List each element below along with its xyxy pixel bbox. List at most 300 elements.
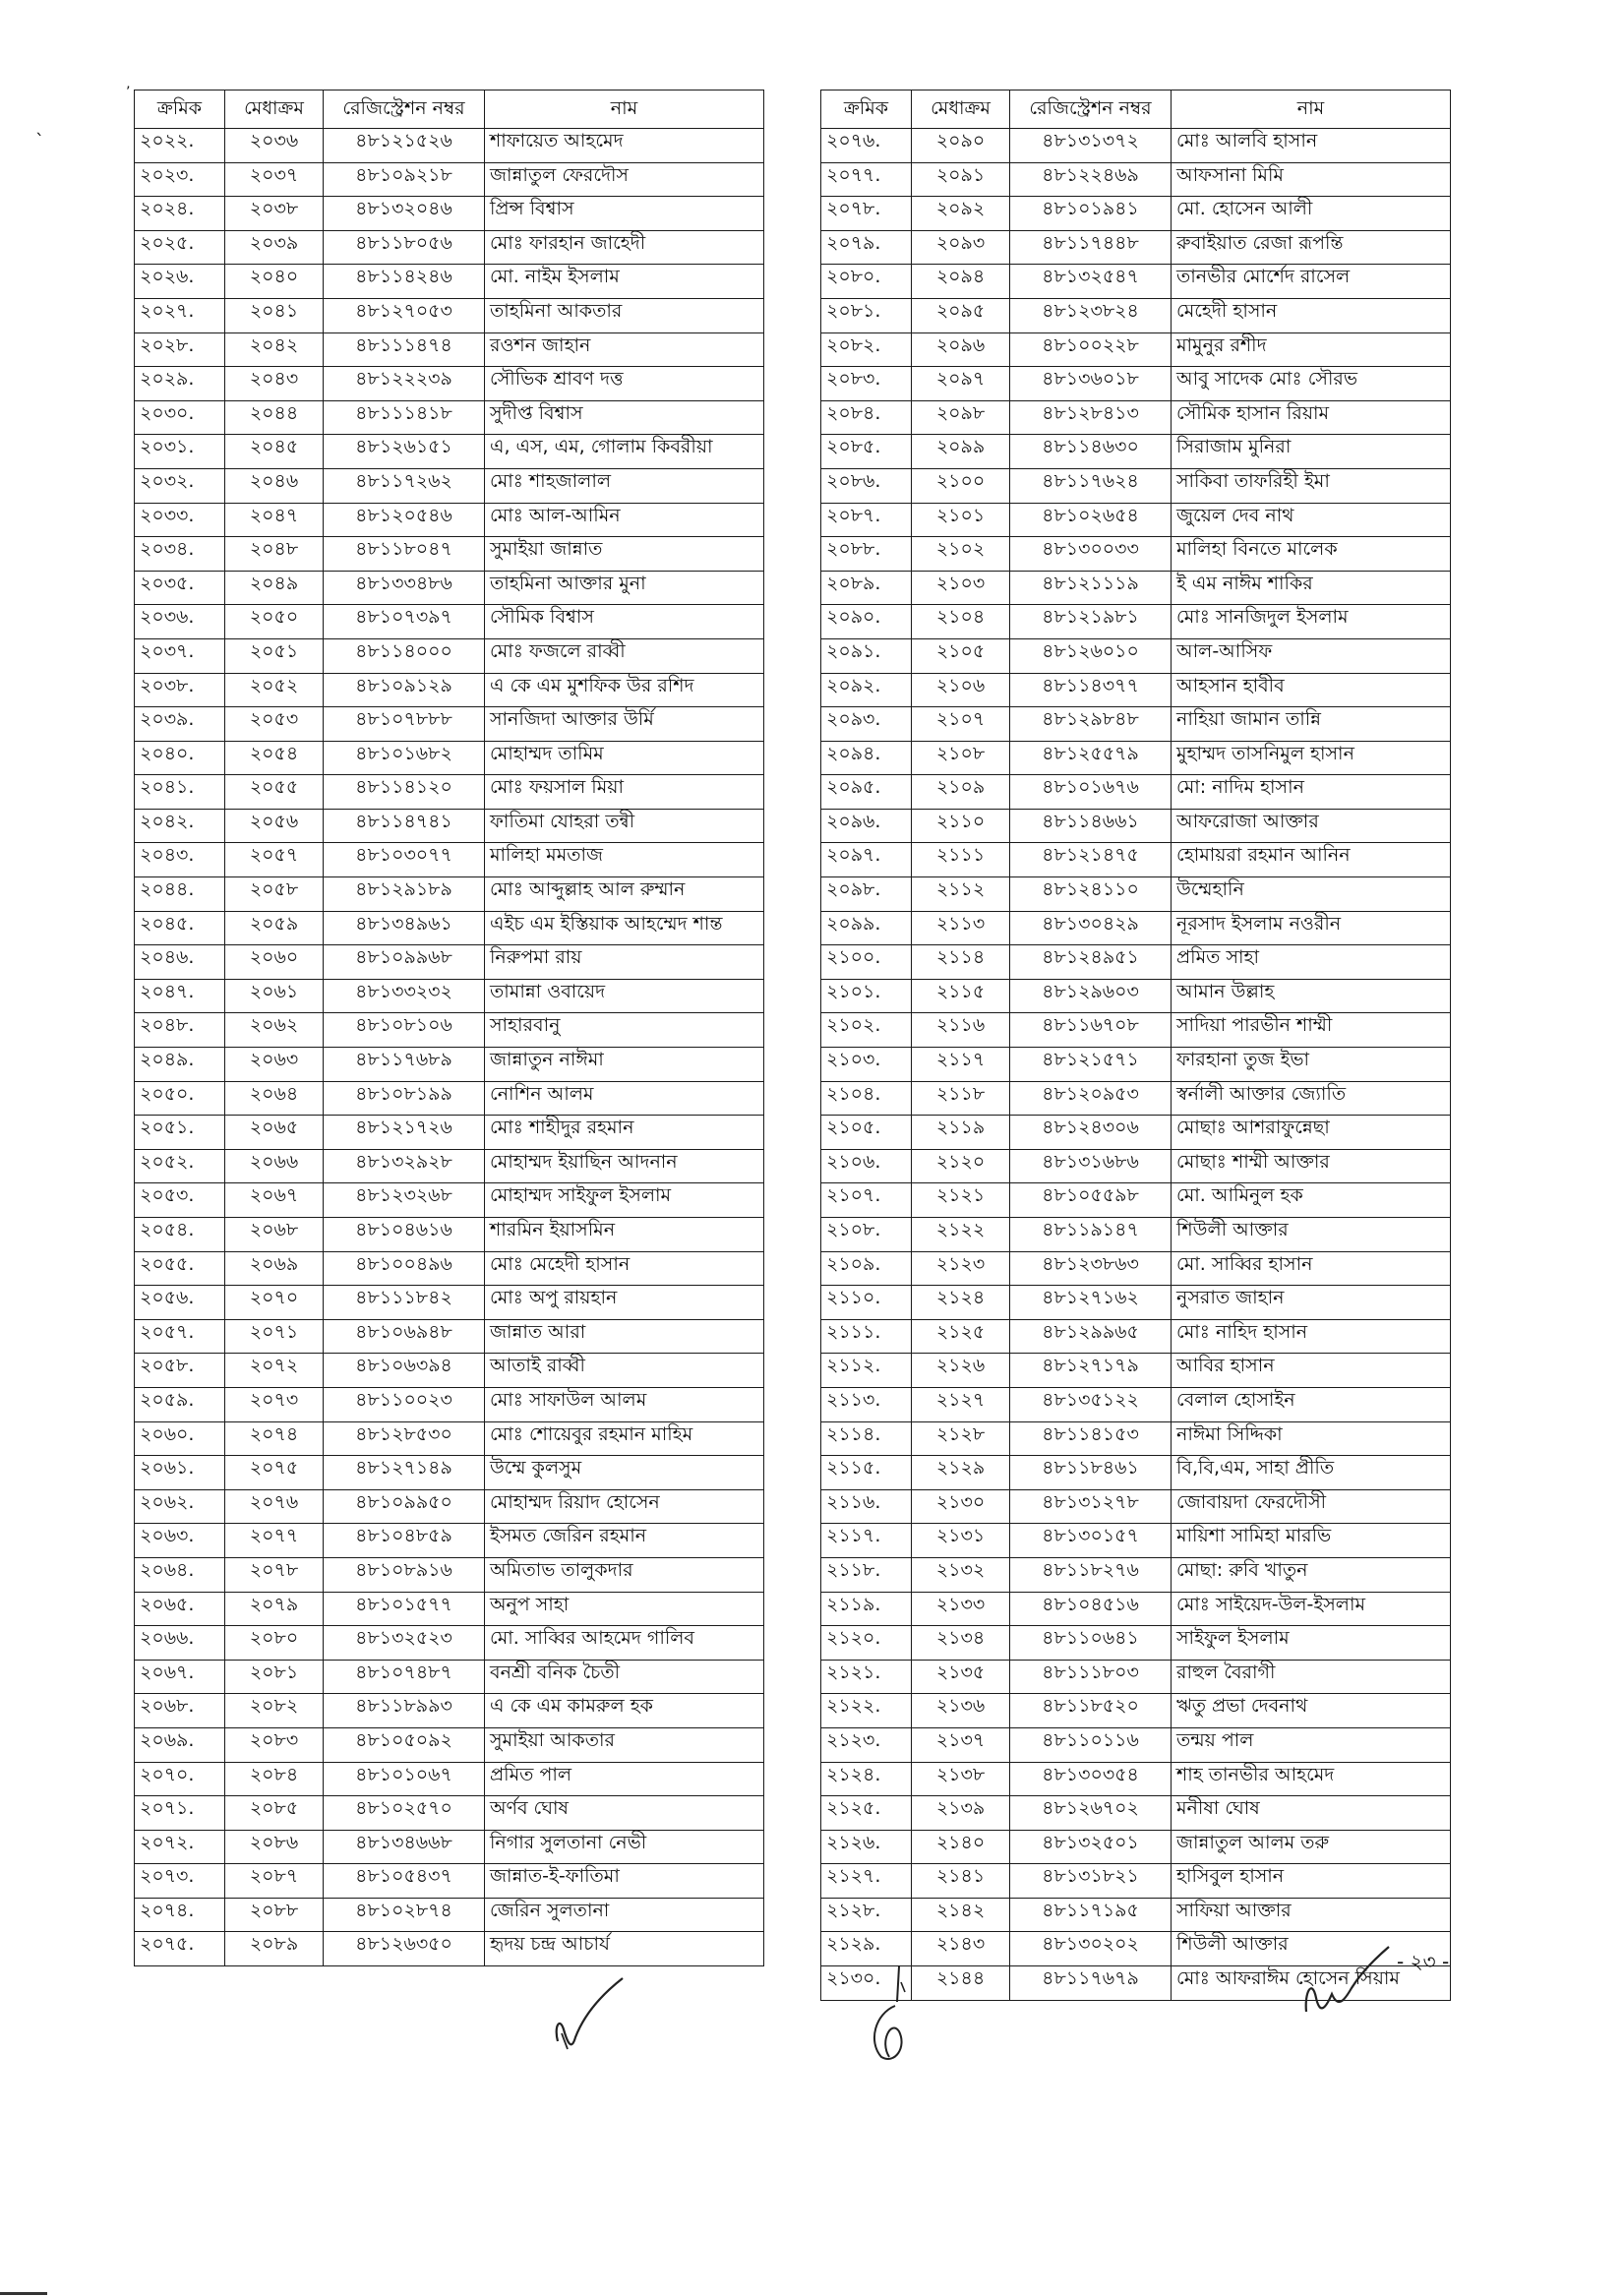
serial-cell: ২০৯৯. — [821, 911, 912, 945]
serial-cell: ২০৩৬. — [135, 605, 225, 639]
registration-cell: ৪৮১২৭১৬২ — [1010, 1286, 1172, 1320]
serial-cell: ২০৯৪. — [821, 741, 912, 775]
registration-cell: ৪৮১২৯১৮৯ — [324, 877, 485, 912]
registration-cell: ৪৮১৩৪৯৬১ — [324, 911, 485, 945]
table-row — [135, 1218, 764, 1252]
table-row — [821, 741, 1451, 775]
registration-cell: ৪৮১২১৭২৬ — [324, 1116, 485, 1150]
registration-cell: ৪৮১১৪৬৬১ — [1010, 809, 1172, 843]
serial-cell: ২০৩৫. — [135, 571, 225, 605]
table-row — [821, 1898, 1451, 1932]
header-serial: ক্রমিক — [821, 91, 912, 129]
name-cell: তানভীর মোর্শেদ রাসেল — [1172, 265, 1451, 299]
name-cell: নুসরাত জাহান — [1172, 1286, 1451, 1320]
table-row — [821, 571, 1451, 605]
table-row — [821, 775, 1451, 810]
name-cell: মোঃ সাইয়েদ-উল-ইসলাম — [1172, 1592, 1451, 1626]
registration-cell: ৪৮১১১৮৪২ — [324, 1286, 485, 1320]
merit-cell: ২১০৫ — [912, 638, 1010, 673]
registration-cell: ৪৮১২৩২৬৮ — [324, 1183, 485, 1218]
table-row — [135, 673, 764, 707]
name-cell: সাইফুল ইসলাম — [1172, 1626, 1451, 1661]
merit-cell: ২০৪৫ — [225, 435, 324, 469]
merit-cell: ২০৮৮ — [225, 1898, 324, 1932]
table-row — [135, 197, 764, 231]
merit-cell: ২০৯০ — [912, 129, 1010, 163]
merit-cell: ২০৫৮ — [225, 877, 324, 912]
serial-cell: ২০২৫. — [135, 230, 225, 265]
registration-cell: ৪৮১২৪৩০৬ — [1010, 1116, 1172, 1150]
merit-cell: ২০৯৫ — [912, 298, 1010, 332]
serial-cell: ২০৪৬. — [135, 945, 225, 980]
table-row — [821, 1660, 1451, 1694]
merit-cell: ২০৮৪ — [225, 1762, 324, 1796]
registration-cell: ৪৮১২৯৬০৩ — [1010, 979, 1172, 1013]
merit-cell: ২০৬৪ — [225, 1081, 324, 1116]
merit-cell: ২১৩৩ — [912, 1592, 1010, 1626]
name-cell: রাহুল বৈরাগী — [1172, 1660, 1451, 1694]
registration-cell: ৪৮১০৮৯১৬ — [324, 1557, 485, 1592]
serial-cell: ২০২৮. — [135, 332, 225, 367]
name-cell: আহসান হাবীব — [1172, 673, 1451, 707]
name-cell: রুবাইয়াত রেজা রূপন্তি — [1172, 230, 1451, 265]
merit-cell: ২০৫০ — [225, 605, 324, 639]
header-registration: রেজিস্ট্রেশন নম্বর — [324, 91, 485, 129]
serial-cell: ২০৩৮. — [135, 673, 225, 707]
serial-cell: ২১১৮. — [821, 1557, 912, 1592]
serial-cell: ২০৭১. — [135, 1796, 225, 1831]
registration-cell: ৪৮১২৭১৪৯ — [324, 1456, 485, 1490]
table-row — [135, 809, 764, 843]
name-cell: আফসানা মিমি — [1172, 162, 1451, 197]
table-row — [135, 775, 764, 810]
merit-list-table-right — [820, 90, 1451, 2001]
registration-cell: ৪৮১০২৬৫৪ — [1010, 503, 1172, 537]
merit-cell: ২০৯৯ — [912, 435, 1010, 469]
merit-cell: ২০৫৬ — [225, 809, 324, 843]
name-cell: জান্নাতুন নাঈমা — [485, 1048, 764, 1082]
merit-cell: ২১৩৭ — [912, 1727, 1010, 1762]
name-cell: আল-আসিফ — [1172, 638, 1451, 673]
serial-cell: ২০৪৪. — [135, 877, 225, 912]
header-row — [135, 91, 764, 129]
merit-cell: ২১৩১ — [912, 1524, 1010, 1558]
name-cell: মামুনুর রশীদ — [1172, 332, 1451, 367]
serial-cell: ২১০৪. — [821, 1081, 912, 1116]
registration-cell: ৪৮১১০৬৪১ — [1010, 1626, 1172, 1661]
registration-cell: ৪৮১১৪৬৩০ — [1010, 435, 1172, 469]
merit-cell: ২১২৫ — [912, 1319, 1010, 1354]
name-cell: শারমিন ইয়াসমিন — [485, 1218, 764, 1252]
registration-cell: ৪৮১২৯৮৪৮ — [1010, 707, 1172, 742]
serial-cell: ২১২৩. — [821, 1727, 912, 1762]
merit-cell: ২১১১ — [912, 843, 1010, 877]
name-cell: এ, এস, এম, গোলাম কিবরীয়া — [485, 435, 764, 469]
table-row — [135, 435, 764, 469]
table-row — [821, 1796, 1451, 1831]
registration-cell: ৪৮১০৭৮৮৮ — [324, 707, 485, 742]
serial-cell: ২০৭৯. — [821, 230, 912, 265]
registration-cell: ৪৮১৩০১৫৭ — [1010, 1524, 1172, 1558]
merit-cell: ২০৫৯ — [225, 911, 324, 945]
merit-cell: ২০৫৭ — [225, 843, 324, 877]
merit-cell: ২০৮৩ — [225, 1727, 324, 1762]
name-cell: প্রমিত পাল — [485, 1762, 764, 1796]
serial-cell: ২০৪০. — [135, 741, 225, 775]
name-cell: মোঃ ফারহান জাহেদী — [485, 230, 764, 265]
merit-cell: ২০৯৮ — [912, 400, 1010, 435]
merit-cell: ২০৭৪ — [225, 1421, 324, 1456]
serial-cell: ২০৫২. — [135, 1149, 225, 1183]
registration-cell: ৪৮১২৫৫৭৯ — [1010, 741, 1172, 775]
serial-cell: ২০৮২. — [821, 332, 912, 367]
registration-cell: ৪৮১১৮০৫৬ — [324, 230, 485, 265]
table-row — [821, 1727, 1451, 1762]
name-cell: সৌমিক বিশ্বাস — [485, 605, 764, 639]
serial-cell: ২১৩০. — [821, 1966, 912, 2001]
serial-cell: ২১১৩. — [821, 1387, 912, 1421]
table-row — [135, 1524, 764, 1558]
serial-cell: ২১২০. — [821, 1626, 912, 1661]
table-row — [135, 1387, 764, 1421]
name-cell: ঋতু প্রভা দেবনাথ — [1172, 1694, 1451, 1728]
table-row — [135, 1660, 764, 1694]
registration-cell: ৪৮১০৯৯৫০ — [324, 1489, 485, 1524]
serial-cell: ২১০১. — [821, 979, 912, 1013]
serial-cell: ২১০৫. — [821, 1116, 912, 1150]
merit-cell: ২০৪৬ — [225, 468, 324, 503]
registration-cell: ৪৮১১৯১৪৭ — [1010, 1218, 1172, 1252]
table-row — [135, 468, 764, 503]
serial-cell: ২০৫৬. — [135, 1286, 225, 1320]
merit-cell: ২০৭১ — [225, 1319, 324, 1354]
table-row — [135, 638, 764, 673]
serial-cell: ২০৩২. — [135, 468, 225, 503]
merit-cell: ২১১৭ — [912, 1048, 1010, 1082]
name-cell: জান্নাত-ই-ফাতিমা — [485, 1864, 764, 1899]
merit-cell: ২১১৩ — [912, 911, 1010, 945]
name-cell: মো. সাব্বির আহমেদ গালিব — [485, 1626, 764, 1661]
table-row — [821, 1081, 1451, 1116]
merit-cell: ২১৩২ — [912, 1557, 1010, 1592]
serial-cell: ২১১৯. — [821, 1592, 912, 1626]
registration-cell: ৪৮১২১৪৭৫ — [1010, 843, 1172, 877]
serial-cell: ২০২৯. — [135, 367, 225, 401]
name-cell: এ কে এম মুশফিক উর রশিদ — [485, 673, 764, 707]
table-row — [135, 1251, 764, 1286]
registration-cell: ৪৮১২৬৭০২ — [1010, 1796, 1172, 1831]
table-row — [135, 945, 764, 980]
registration-cell: ৪৮১৩৪৬৬৮ — [324, 1830, 485, 1864]
merit-cell: ২০৭২ — [225, 1354, 324, 1388]
serial-cell: ২০৬৭. — [135, 1660, 225, 1694]
merit-cell: ২০৯৬ — [912, 332, 1010, 367]
merit-cell: ২০৩৬ — [225, 129, 324, 163]
table-row — [135, 265, 764, 299]
serial-cell: ২১০৭. — [821, 1183, 912, 1218]
serial-cell: ২১১২. — [821, 1354, 912, 1388]
registration-cell: ৪৮১১৬৭০৮ — [1010, 1013, 1172, 1048]
table-row — [135, 1727, 764, 1762]
name-cell: অনুপ সাহা — [485, 1592, 764, 1626]
registration-cell: ৪৮১০১৬৭৬ — [1010, 775, 1172, 810]
merit-cell: ২০৫৩ — [225, 707, 324, 742]
table-row — [135, 1932, 764, 1966]
name-cell: সাদিয়া পারভীন শাম্মী — [1172, 1013, 1451, 1048]
name-cell: মোঃ মেহেদী হাসান — [485, 1251, 764, 1286]
name-cell: সাহারবানু — [485, 1013, 764, 1048]
registration-cell: ৪৮১০৮১৯৯ — [324, 1081, 485, 1116]
merit-cell: ২১০৬ — [912, 673, 1010, 707]
name-cell: মোঃ অপু রায়হান — [485, 1286, 764, 1320]
table-row — [821, 400, 1451, 435]
header-name: নাম — [1172, 91, 1451, 129]
serial-cell: ২০৪২. — [135, 809, 225, 843]
serial-cell: ২১০০. — [821, 945, 912, 980]
table-row — [135, 911, 764, 945]
serial-cell: ২০৮৮. — [821, 537, 912, 572]
table-row — [135, 1048, 764, 1082]
registration-cell: ৪৮১০২৫৭০ — [324, 1796, 485, 1831]
table-row — [821, 1830, 1451, 1864]
registration-cell: ৪৮১৩৩৪৮৬ — [324, 571, 485, 605]
serial-cell: ২১১১. — [821, 1319, 912, 1354]
merit-cell: ২১১৪ — [912, 945, 1010, 980]
serial-cell: ২০৩৪. — [135, 537, 225, 572]
name-cell: আতাই রাব্বী — [485, 1354, 764, 1388]
name-cell: আবু সাদেক মোঃ সৌরভ — [1172, 367, 1451, 401]
serial-cell: ২০২৭. — [135, 298, 225, 332]
merit-cell: ২১৪০ — [912, 1830, 1010, 1864]
registration-cell: ৪৮১০৯৯৬৮ — [324, 945, 485, 980]
merit-cell: ২১৪৪ — [912, 1966, 1010, 2001]
merit-cell: ২০৯১ — [912, 162, 1010, 197]
merit-cell: ২০৪৮ — [225, 537, 324, 572]
registration-cell: ৪৮১০১৫৭৭ — [324, 1592, 485, 1626]
table-row — [821, 1864, 1451, 1899]
table-row — [135, 1354, 764, 1388]
registration-cell: ৪৮১২০৫৪৬ — [324, 503, 485, 537]
serial-cell: ২০৫০. — [135, 1081, 225, 1116]
name-cell: মো. সাব্বির হাসান — [1172, 1251, 1451, 1286]
table-row — [821, 877, 1451, 912]
merit-cell: ২০৪০ — [225, 265, 324, 299]
merit-cell: ২০৬০ — [225, 945, 324, 980]
serial-cell: ২১০৬. — [821, 1149, 912, 1183]
table-row — [135, 1183, 764, 1218]
merit-cell: ২০৩৯ — [225, 230, 324, 265]
registration-cell: ৪৮১০৩০৭৭ — [324, 843, 485, 877]
merit-cell: ২০৮৫ — [225, 1796, 324, 1831]
name-cell: শিউলী আক্তার — [1172, 1932, 1451, 1966]
table-row — [135, 1116, 764, 1150]
table-row — [821, 945, 1451, 980]
serial-cell: ২০৬২. — [135, 1489, 225, 1524]
table-row — [135, 1592, 764, 1626]
name-cell: বেলাল হোসাইন — [1172, 1387, 1451, 1421]
merit-cell: ২০৮১ — [225, 1660, 324, 1694]
registration-cell: ৪৮১২৮৫৩০ — [324, 1421, 485, 1456]
serial-cell: ২০৭৩. — [135, 1864, 225, 1899]
serial-cell: ২০৮১. — [821, 298, 912, 332]
serial-cell: ২০৬৮. — [135, 1694, 225, 1728]
registration-cell: ৪৮১৩০৩৫৪ — [1010, 1762, 1172, 1796]
table-row — [821, 1694, 1451, 1728]
registration-cell: ৪৮১২০৯৫৩ — [1010, 1081, 1172, 1116]
merit-list-table-left — [134, 90, 764, 1966]
merit-cell: ২০৮২ — [225, 1694, 324, 1728]
name-cell: মোঃ ফয়সাল মিয়া — [485, 775, 764, 810]
table-row — [821, 435, 1451, 469]
table-row — [821, 1251, 1451, 1286]
serial-cell: ২০৮৯. — [821, 571, 912, 605]
name-cell: ফারহানা তুজ ইভা — [1172, 1048, 1451, 1082]
merit-cell: ২১১৫ — [912, 979, 1010, 1013]
name-cell: সুদীপ্ত বিশ্বাস — [485, 400, 764, 435]
merit-cell: ২১০৪ — [912, 605, 1010, 639]
name-cell: মো. আমিনুল হক — [1172, 1183, 1451, 1218]
registration-cell: ৪৮১১৪৩৭৭ — [1010, 673, 1172, 707]
name-cell: তাহমিনা আক্তার মুনা — [485, 571, 764, 605]
serial-cell: ২০৪৩. — [135, 843, 225, 877]
table-row — [135, 1149, 764, 1183]
registration-cell: ৪৮১১০০২৩ — [324, 1387, 485, 1421]
table-row — [821, 298, 1451, 332]
registration-cell: ৪৮১২৪৯৫১ — [1010, 945, 1172, 980]
merit-cell: ২১২০ — [912, 1149, 1010, 1183]
name-cell: অর্ণব ঘোষ — [485, 1796, 764, 1831]
registration-cell: ৪৮১৩২৫২৩ — [324, 1626, 485, 1661]
merit-cell: ২০৪৩ — [225, 367, 324, 401]
name-cell: মোঃ সানজিদুল ইসলাম — [1172, 605, 1451, 639]
registration-cell: ৪৮১৩১৬৮৬ — [1010, 1149, 1172, 1183]
registration-cell: ৪৮১০৭৪৮৭ — [324, 1660, 485, 1694]
registration-cell: ৪৮১১৭২৬২ — [324, 468, 485, 503]
serial-cell: ২০৫৩. — [135, 1183, 225, 1218]
registration-cell: ৪৮১২১৫৭১ — [1010, 1048, 1172, 1082]
merit-cell: ২০৬৫ — [225, 1116, 324, 1150]
serial-cell: ২০৯৩. — [821, 707, 912, 742]
name-cell: মোহাম্মদ সাইফুল ইসলাম — [485, 1183, 764, 1218]
registration-cell: ৪৮১০৫৪৩৭ — [324, 1864, 485, 1899]
name-cell: তাহমিনা আকতার — [485, 298, 764, 332]
serial-cell: ২০৬৫. — [135, 1592, 225, 1626]
table-row — [821, 1489, 1451, 1524]
name-cell: মুহাম্মদ তাসনিমুল হাসান — [1172, 741, 1451, 775]
merit-cell: ২০৯৩ — [912, 230, 1010, 265]
merit-cell: ২১২৩ — [912, 1251, 1010, 1286]
serial-cell: ২০৫৭. — [135, 1319, 225, 1354]
name-cell: বনশ্রী বনিক চৈতী — [485, 1660, 764, 1694]
table-row — [821, 809, 1451, 843]
merit-cell: ২০৪২ — [225, 332, 324, 367]
registration-cell: ৪৮১০৯২১৮ — [324, 162, 485, 197]
merit-cell: ২১০১ — [912, 503, 1010, 537]
merit-cell: ২০৯২ — [912, 197, 1010, 231]
serial-cell: ২০৯৭. — [821, 843, 912, 877]
merit-cell: ২১৪৩ — [912, 1932, 1010, 1966]
registration-cell: ৪৮১১১৮০৩ — [1010, 1660, 1172, 1694]
registration-cell: ৪৮১০১৬৮২ — [324, 741, 485, 775]
table-row — [135, 1557, 764, 1592]
name-cell: নিগার সুলতানা নেভী — [485, 1830, 764, 1864]
registration-cell: ৪৮১১৪৭৪১ — [324, 809, 485, 843]
table-row — [135, 571, 764, 605]
name-cell: অমিতাভ তালুকদার — [485, 1557, 764, 1592]
merit-cell: ২০৮৯ — [225, 1932, 324, 1966]
table-row — [821, 537, 1451, 572]
name-cell: মো: নাদিম হাসান — [1172, 775, 1451, 810]
registration-cell: ৪৮১২১১১৯ — [1010, 571, 1172, 605]
scan-edge-mark — [0, 2292, 47, 2295]
merit-cell: ২০৭৮ — [225, 1557, 324, 1592]
table-row — [821, 1013, 1451, 1048]
table-row — [821, 1592, 1451, 1626]
name-cell: মোঃ ফজলে রাব্বী — [485, 638, 764, 673]
table-row — [135, 1421, 764, 1456]
merit-cell: ২১৩৮ — [912, 1762, 1010, 1796]
table-row — [135, 877, 764, 912]
serial-cell: ২০৬৯. — [135, 1727, 225, 1762]
table-row — [821, 979, 1451, 1013]
table-row — [821, 1524, 1451, 1558]
name-cell: মেহেদী হাসান — [1172, 298, 1451, 332]
serial-cell: ২০৪৯. — [135, 1048, 225, 1082]
name-cell: মোহাম্মদ ইয়াছিন আদনান — [485, 1149, 764, 1183]
name-cell: উম্মেহানি — [1172, 877, 1451, 912]
registration-cell: ৪৮১০৫৫৯৮ — [1010, 1183, 1172, 1218]
registration-cell: ৪৮১২৬০১০ — [1010, 638, 1172, 673]
header-merit: মেধাক্রম — [912, 91, 1010, 129]
serial-cell: ২১২৫. — [821, 1796, 912, 1831]
name-cell: আবির হাসান — [1172, 1354, 1451, 1388]
registration-cell: ৪৮১৩৩২৩২ — [324, 979, 485, 1013]
table-row — [135, 503, 764, 537]
merit-cell: ২১০০ — [912, 468, 1010, 503]
name-cell: সুমাইয়া আকতার — [485, 1727, 764, 1762]
name-cell: মায়িশা সামিহা মারভি — [1172, 1524, 1451, 1558]
registration-cell: ৪৮১০৬৩৯৪ — [324, 1354, 485, 1388]
merit-cell: ২১০২ — [912, 537, 1010, 572]
table-row — [821, 1116, 1451, 1150]
merit-cell: ২০৭৭ — [225, 1524, 324, 1558]
table-row — [135, 843, 764, 877]
table-row — [135, 1489, 764, 1524]
registration-cell: ৪৮১৩১২৭৮ — [1010, 1489, 1172, 1524]
registration-cell: ৪৮১৩২৫০১ — [1010, 1830, 1172, 1864]
merit-cell: ২০৪৪ — [225, 400, 324, 435]
table-row — [135, 707, 764, 742]
serial-cell: ২১২৮. — [821, 1898, 912, 1932]
serial-cell: ২০৪৫. — [135, 911, 225, 945]
table-row — [821, 843, 1451, 877]
name-cell: মোহাম্মদ রিয়াদ হোসেন — [485, 1489, 764, 1524]
table-row — [135, 298, 764, 332]
registration-cell: ৪৮১৩০৪২৯ — [1010, 911, 1172, 945]
registration-cell: ৪৮১১৪১২০ — [324, 775, 485, 810]
name-cell: সাকিবা তাফরিহী ইমা — [1172, 468, 1451, 503]
registration-cell: ৪৮১২৭০৫৩ — [324, 298, 485, 332]
registration-cell: ৪৮১২২২৩৯ — [324, 367, 485, 401]
name-cell: মোছাঃ শাম্মী আক্তার — [1172, 1149, 1451, 1183]
merit-cell: ২১৩৬ — [912, 1694, 1010, 1728]
table-row — [135, 400, 764, 435]
registration-cell: ৪৮১২৩৮৬৩ — [1010, 1251, 1172, 1286]
serial-cell: ২০৬৩. — [135, 1524, 225, 1558]
name-cell: হৃদয় চন্দ্র আচার্য — [485, 1932, 764, 1966]
registration-cell: ৪৮১১১৪৭৪ — [324, 332, 485, 367]
name-cell: তামান্না ওবায়েদ — [485, 979, 764, 1013]
